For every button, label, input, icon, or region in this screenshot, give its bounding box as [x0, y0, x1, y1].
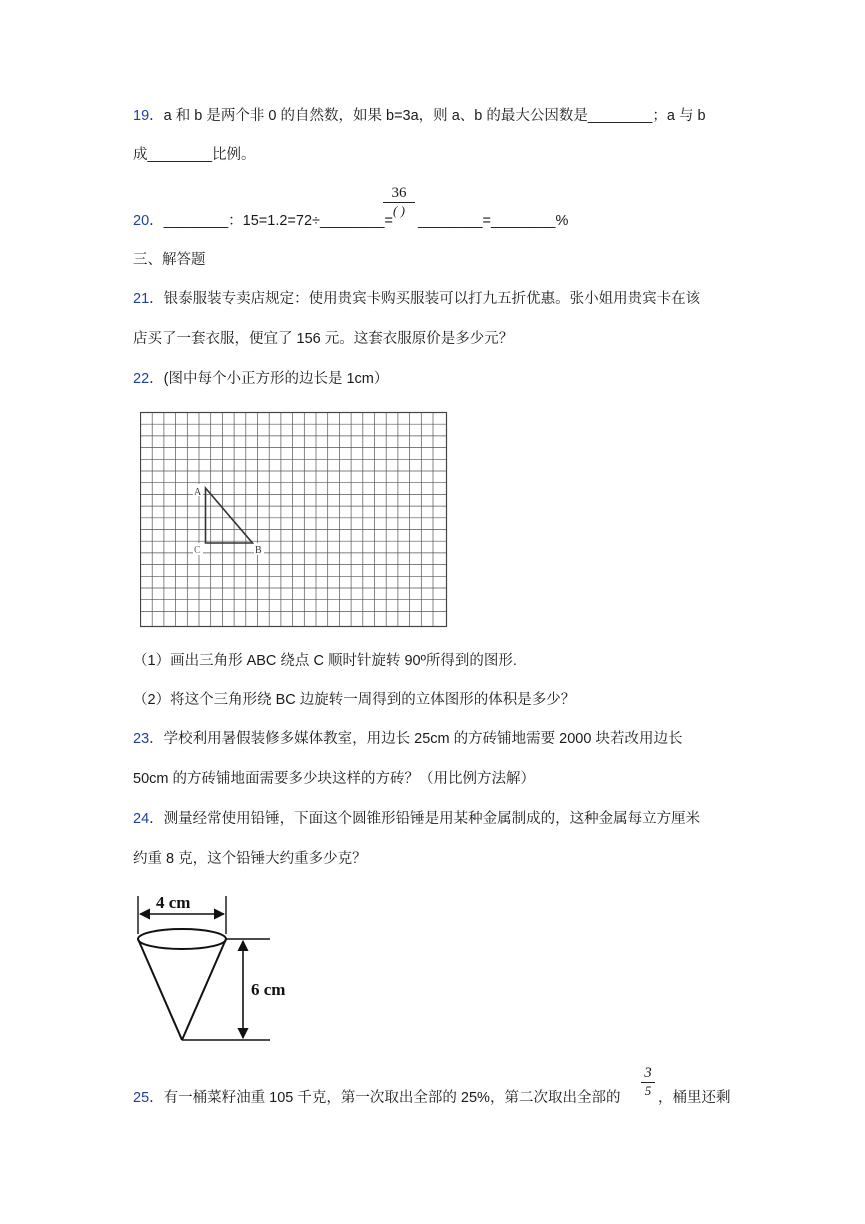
q20-text-a: ．________：15=1.2=72÷________= — [149, 213, 393, 229]
q19-text-1: ．a 和 b 是两个非 0 的自然数，如果 b=3a，则 a、b 的最大公因数是________；a 与 b — [149, 108, 706, 124]
q24-text-2: 约重 8 克，这个铅锤大约重多少克？ — [133, 851, 367, 867]
q22-sub2: （2）将这个三角形绕 BC 边旋转一周得到的立体图形的体积是多少？ — [133, 692, 576, 708]
grid-border — [141, 413, 447, 627]
q23-text-1: ．学校利用暑假装修多媒体教室，用边长 25cm 的方砖铺地需要 2000 块若改用边长 — [149, 731, 683, 747]
q25-fraction-numerator: 3 — [644, 1065, 652, 1081]
q25-line — [133, 1088, 620, 1108]
q20-fraction — [383, 184, 415, 219]
q25-text: ．有一桶菜籽油重 105 千克，第一次取出全部的 25%，第二次取出全部的 — [149, 1090, 621, 1106]
vertex-b-label: B — [255, 545, 262, 556]
q21-number: 21 — [133, 291, 150, 307]
q20-text-b: ________=________% — [418, 213, 569, 229]
q22-sub1: （1）画出三角形 ABC 绕点 C 顺时针旋转 90º所得到的图形. — [133, 653, 517, 669]
q24-line1 — [133, 809, 700, 829]
q25-text-end: ，桶里还剩 — [658, 1090, 731, 1106]
q24-cone-figure — [130, 890, 310, 1050]
grid-lines — [141, 413, 447, 627]
q21-line1 — [133, 289, 700, 309]
q19-text-2: 成________比例。 — [133, 147, 256, 163]
cone-right-edge — [182, 939, 226, 1040]
q20-fraction-denominator: ( ) — [393, 203, 405, 218]
q20-line — [133, 211, 393, 231]
q22-line — [133, 369, 388, 389]
q25-fraction — [641, 1064, 655, 1099]
section-title: 三、解答题 — [133, 252, 206, 268]
q25-fraction-denominator: 5 — [644, 1083, 652, 1098]
q19-number: 19 — [133, 108, 150, 124]
cone-base — [138, 929, 226, 949]
q20-fraction-numerator: 36 — [391, 185, 407, 201]
q22-text: ．(图中每个小正方形的边长是 1cm） — [149, 371, 389, 387]
q23-number: 23 — [133, 731, 150, 747]
diameter-label: 4 cm — [156, 893, 191, 912]
q20-number: 20 — [133, 213, 150, 229]
q19-line1 — [133, 106, 706, 126]
q24-text-1: ．测量经常使用铅锤，下面这个圆锥形铅锤是用某种金属制成的，这种金属每立方厘米 — [149, 811, 701, 827]
vertex-c-label: C — [194, 545, 201, 556]
q25-number: 25 — [133, 1090, 150, 1106]
vertex-a-label: A — [194, 487, 202, 498]
q21-text-1: ．银泰服装专卖店规定：使用贵宾卡购买服装可以打九五折优惠。张小姐用贵宾卡在该 — [149, 291, 701, 307]
triangle-abc — [206, 488, 253, 543]
q22-number: 22 — [133, 371, 150, 387]
q23-text-2: 50cm 的方砖铺地面需要多少块这样的方砖？（用比例方法解） — [133, 771, 535, 787]
q21-text-2: 店买了一套衣服，便宜了 156 元。这套衣服原价是多少元？ — [133, 331, 514, 347]
height-label: 6 cm — [251, 980, 286, 999]
q23-line1 — [133, 729, 682, 749]
cone-left-edge — [138, 939, 182, 1040]
q22-grid-figure — [140, 410, 450, 630]
q24-number: 24 — [133, 811, 150, 827]
